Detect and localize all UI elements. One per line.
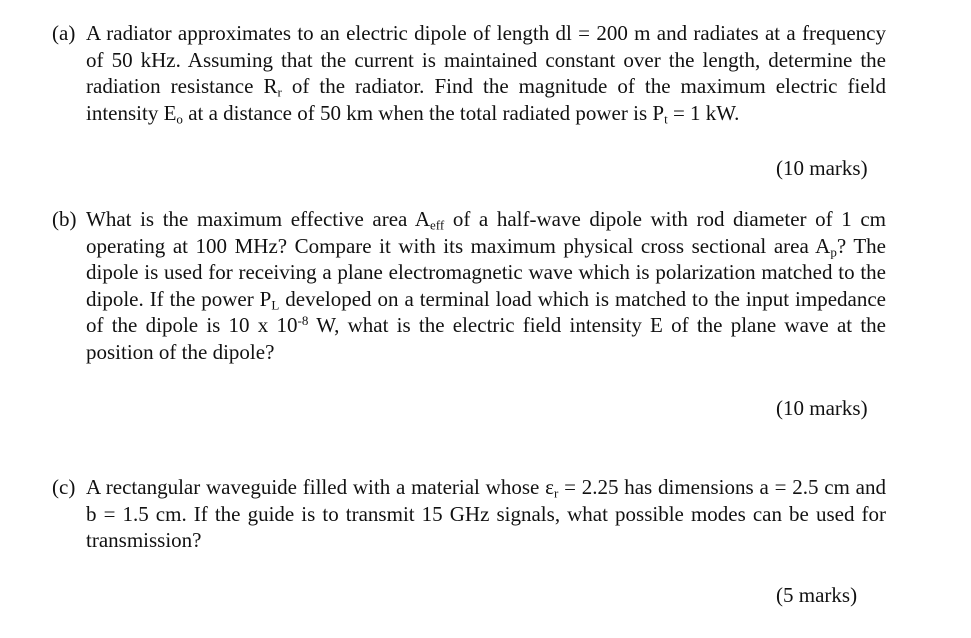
question-c-text: A rectangular waveguide filled with a material whose $\varepsilon_r = 2.25$ has dimensions a = 2.5 cm and b = 1.5 cm. If the guide is to transmit 15 GHz signals, what possible modes can be used for transmission? — [86, 475, 886, 553]
question-a-text: A radiator approximates to an electric dipole of length dl = 200 m and radiates at a frequency of 50 kHz. Assuming that the current is maintained constant over the length, determine the radiation resistance $R_r$ of the radiator. Find the magnitude of the maximum electric field intensity $E_o$ at a distance of 50 km when the total radiated power is $P_t = 1$ kW. — [86, 21, 886, 127]
question-a-label: (a) — [52, 21, 76, 45]
question-c-marks: (5 marks) — [776, 583, 858, 607]
question-c — [52, 474, 886, 554]
question-b-marks: (10 marks) — [776, 396, 868, 420]
question-b-label: (b) — [52, 207, 77, 231]
question-c-label: (c) — [52, 475, 76, 499]
question-a — [52, 20, 886, 126]
question-a-marks: (10 marks) — [776, 156, 868, 180]
question-b-text: What is the maximum effective area $A_{eff}$ of a half-wave dipole with rod diameter of 1 cm operating at 100 MHz? Compare it with its maximum physical cross sectional area $A_p$? The dipole is used for receiving a plane electromagnetic wave which is polarization matched to the dipole. If the power $P_L$ developed on a terminal load which is matched to the input impedance of the dipole is 10 x $10^{-8}$ W, what is the electric field intensity E of the plane wave at the position of the dipole? — [86, 207, 886, 364]
question-b — [52, 206, 886, 366]
